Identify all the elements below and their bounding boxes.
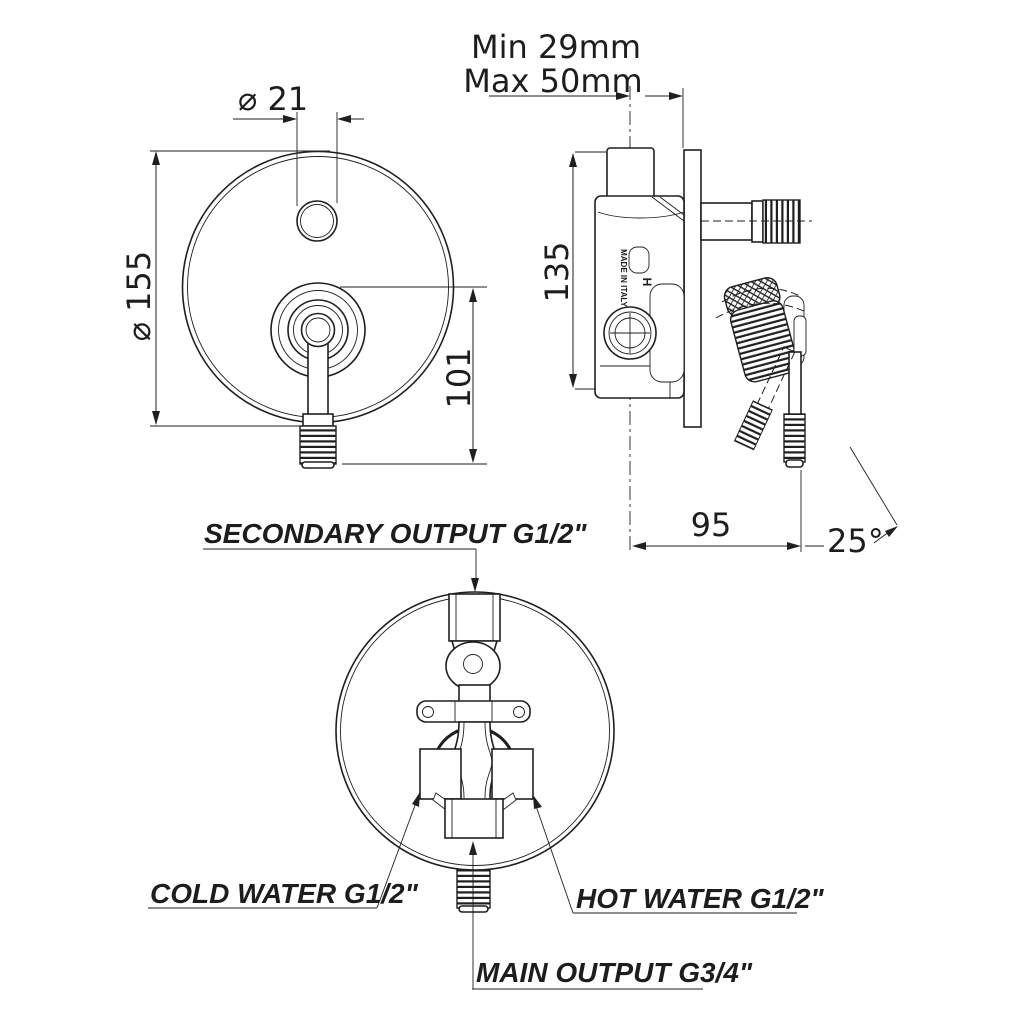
- dim-plate-diameter: [120, 151, 332, 426]
- dim-body-height-text: 135: [538, 241, 576, 303]
- handle-rosette: [271, 283, 365, 416]
- dim-depth-max-text: Max 50mm: [463, 62, 643, 100]
- dim-handle-offset-text: 95: [690, 506, 732, 544]
- dim-lever-drop-text: 101: [440, 347, 478, 409]
- side-valve-body: [595, 196, 684, 398]
- dim-plate-diameter-text: ⌀ 155: [120, 250, 158, 342]
- side-wall-plate: [684, 150, 701, 427]
- diverter-button-outer: [297, 201, 337, 241]
- rear-cold-port: [420, 749, 461, 799]
- main-output-label: MAIN OUTPUT G3/4": [476, 957, 753, 988]
- hot-water-label: HOT WATER G1/2": [576, 883, 824, 914]
- diverter-button-inner: [301, 205, 334, 238]
- made-in-italy-text: MADE IN ITALY: [619, 249, 628, 307]
- front-view: [120, 80, 487, 468]
- dim-handle-offset: [632, 470, 801, 552]
- secondary-output-label: SECONDARY OUTPUT G1/2": [204, 518, 587, 549]
- rear-mounting-bracket: [417, 701, 530, 722]
- hot-indicator-text: H: [640, 277, 654, 287]
- rear-main-port: [445, 799, 503, 838]
- dim-lever-angle-text: 25°: [827, 522, 884, 560]
- rear-lever-tail: [457, 864, 490, 912]
- hot-indicator-button: [629, 247, 649, 273]
- dim-button-diameter-text: ⌀ 21: [238, 80, 309, 118]
- front-lever: [300, 414, 336, 468]
- side-view: [463, 28, 898, 560]
- rear-view: [336, 592, 614, 912]
- rear-hot-port: [492, 749, 533, 799]
- dim-depth-min-text: Min 29mm: [470, 28, 642, 66]
- dim-depth: [463, 28, 683, 148]
- dim-lever-angle: [805, 522, 898, 560]
- dim-button-diameter: [233, 80, 364, 206]
- side-top-pipe: [607, 148, 654, 200]
- cold-water-label: COLD WATER G1/2": [150, 878, 418, 909]
- secondary-output-callout: [203, 518, 587, 592]
- side-output-spindle: [701, 200, 812, 243]
